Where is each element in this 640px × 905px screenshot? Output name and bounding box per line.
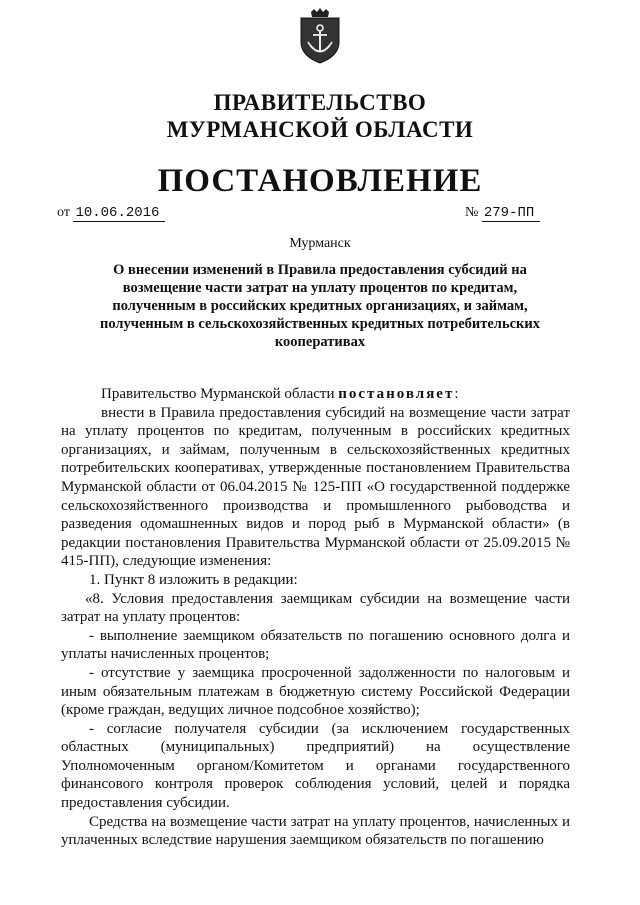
paragraph-condition-2: - отсутствие у заемщика просроченной задолженности по налоговым и иным обязательным платежам в бюджетную систему Российской Федерации (кроме граждан, ведущих личное подсобное хозяйство);: [61, 664, 570, 719]
number-value: 279-ПП: [482, 205, 540, 222]
document-subject: О внесении изменений в Правила предоставления субсидий на возмещение части затрат на уплату процентов по кредитам, полученным в российских кредитных организациях, и займам, полученным в сельскохозяйственных кредитных потребительских кооперативах: [99, 262, 541, 350]
intro-text: Правительство Мурманской области: [101, 386, 335, 402]
intro-paragraph: [61, 385, 570, 404]
intro-colon: :: [454, 386, 459, 402]
paragraph-amendments: внести в Правила предоставления субсидий на возмещение части затрат на уплату процентов по кредитам, полученным в российских кредитных организациях, и займам, полученным в сельскохозяйственных кредитных потребительских кооперативах, утвержденные постановлением Правительства Мурманской области от 06.04.2015 № 125-ПП «О государственной поддержке сельскохозяйственного производства и промышленного рыбоводства и разведения одомашненных видов и пород рыб в Мурманской области» (в редакции постановления Правительства Мурманской области от 25.09.2015 № 415-ПП), следующие изменения:: [61, 404, 570, 570]
document-number: [465, 205, 540, 222]
paragraph-funds: Средства на возмещение части затрат на уплату процентов, начисленных и уплаченных вследствие нарушения заемщиком обязательств по погашению: [61, 813, 570, 849]
number-prefix: №: [465, 205, 479, 220]
document-date: [57, 205, 165, 222]
paragraph-item-1: 1. Пункт 8 изложить в редакции:: [89, 571, 298, 588]
paragraph-condition-1: - выполнение заемщиком обязательств по погашению основного долга и уплаты начисленных процентов;: [61, 627, 570, 663]
city-name: Мурманск: [289, 236, 351, 251]
paragraph-condition-3: - согласие получателя субсидии (за исключением государственных областных (муниципальных) предприятий) на осуществление Уполномоченным органом/Комитетом и органами государственного финансового контроля проверок соблюдения условий, целей и порядка предоставления субсидии.: [61, 720, 570, 812]
date-value: 10.06.2016: [73, 205, 165, 222]
document-body: [61, 385, 570, 850]
intro-resolves: постановляет: [338, 386, 455, 402]
document-type-title: ПОСТАНОВЛЕНИЕ: [157, 163, 483, 199]
date-prefix: от: [57, 205, 70, 220]
coat-of-arms-icon: [297, 8, 343, 64]
paragraph-clause-8: «8. Условия предоставления заемщикам субсидии на возмещение части затрат на уплату процентов:: [61, 590, 570, 626]
government-title-line1: ПРАВИТЕЛЬСТВО: [213, 90, 427, 115]
government-title-line2: МУРМАНСКОЙ ОБЛАСТИ: [166, 117, 474, 142]
